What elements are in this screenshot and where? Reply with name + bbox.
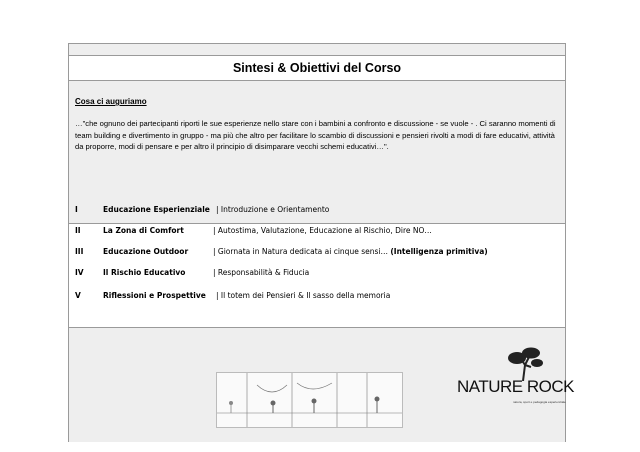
module-name: Educazione Outdoor	[103, 247, 189, 256]
top-strip	[69, 44, 565, 56]
module-description: | Responsabilità & Fiducia	[213, 268, 310, 277]
module-row-2	[75, 225, 561, 237]
module-number: II	[75, 226, 81, 235]
module-name: Riflessioni e Prospettive	[103, 291, 206, 300]
module-description: | Introduzione e Orientamento	[216, 205, 330, 214]
module-row-4	[75, 267, 561, 279]
module-description: | Giornata in Natura dedicata ai cinque sensi… (Intelligenza primitiva)	[213, 247, 488, 256]
module-number: V	[75, 291, 81, 300]
module-number: I	[75, 205, 78, 214]
module-description: | Autostima, Valutazione, Educazione al Rischio, Dire NO…	[213, 226, 432, 235]
page-title-text: Sintesi & Obiettivi del Corso	[232, 61, 402, 75]
module-name: Il Rischio Educativo	[103, 268, 186, 277]
module-row-3	[75, 246, 561, 258]
module-description: | Il totem dei Pensieri & Il sasso della memoria	[216, 291, 391, 300]
intro-heading: Cosa ci auguriamo	[75, 97, 147, 106]
module-name: La Zona di Comfort	[103, 226, 184, 235]
module-row-5	[75, 290, 561, 302]
tree-icon	[457, 347, 579, 381]
module-number: IV	[75, 268, 84, 277]
page-title	[69, 56, 565, 81]
slide-frame	[68, 43, 574, 442]
module-row-1	[75, 204, 561, 216]
intro-quote: …"che ognuno dei partecipanti riporti le sue esperienze nello stare con i bambini a confronto e discussione - se vuole - . Ci saranno momenti di team building e divertimento in gruppo - ma più che altro per facilitare lo scambio di discussioni e pensieri rivolti a modi di fare educativi, attività da proporre, modi di pensare e per altro il principio di disimparare vecchi schemi educativi…".	[75, 119, 556, 152]
logo-text: NATURE ROCK	[457, 377, 574, 396]
photo-strip-image	[216, 372, 403, 428]
intro-section	[69, 81, 565, 224]
logo-tagline: natura, sport e pedagogia esperienziale	[513, 400, 566, 404]
module-name: Educazione Esperienziale	[103, 205, 210, 214]
nature-rock-logo	[457, 347, 579, 409]
module-number: III	[75, 247, 84, 256]
